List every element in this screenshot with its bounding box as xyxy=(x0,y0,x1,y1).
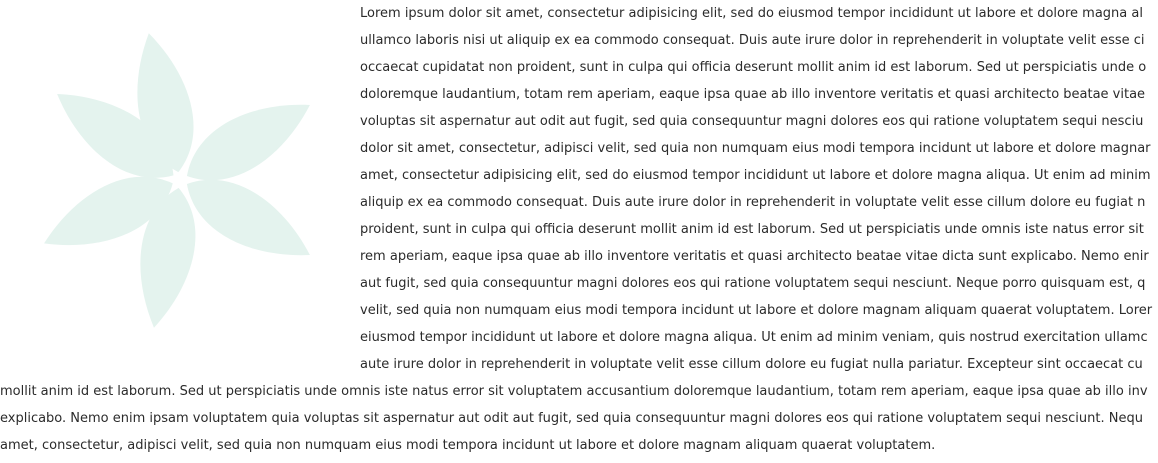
text-line: explicabo. Nemo enim ipsam voluptatem quia voluptas sit aspernatur aut odit aut fugit, sed quia consequuntur magni dolores eos qui ratione voluptatem sequi nesciunt. Nequ xyxy=(0,411,1143,426)
text-line: rem aperiam, eaque ipsa quae ab illo inventore veritatis et quasi architecto beatae vitae dicta sunt explicabo. Nemo enir xyxy=(360,249,1149,264)
text-line: Lorem ipsum dolor sit amet, consectetur adipisicing elit, sed do eiusmod tempor incididunt ut labore et dolore magna al xyxy=(360,6,1143,21)
text-line: occaecat cupidatat non proident, sunt in culpa qui officia deserunt mollit anim id est laborum. Sed ut perspiciatis unde o xyxy=(360,60,1147,75)
text-line: doloremque laudantium, totam rem aperiam, eaque ipsa quae ab illo inventore veritatis et quasi architecto beatae vitae xyxy=(360,87,1146,102)
text-line: amet, consectetur adipisicing elit, sed do eiusmod tempor incididunt ut labore et dolore magna aliqua. Ut enim ad minim xyxy=(360,168,1151,183)
text-line: aute irure dolor in reprehenderit in voluptate velit esse cillum dolore eu fugiat nulla pariatur. Excepteur sint occaecat cu xyxy=(360,357,1143,372)
text-line: mollit anim id est laborum. Sed ut perspiciatis unde omnis iste natus error sit voluptatem accusantium doloremque laudantium, totam rem aperiam, eaque ipsa quae ab illo inv xyxy=(0,384,1148,399)
text-line: aliquip ex ea commodo consequat. Duis aute irure dolor in reprehenderit in voluptate velit esse cillum dolore eu fugiat n xyxy=(360,195,1146,210)
text-line: eiusmod tempor incididunt ut labore et dolore magna aliqua. Ut enim ad minim veniam, quis nostrud exercitation ullamc xyxy=(360,330,1148,345)
text-line: aut fugit, sed quia consequuntur magni dolores eos qui ratione voluptatem sequi nesciunt. Neque porro quisquam est, q xyxy=(360,276,1146,291)
text-line: amet, consectetur, adipisci velit, sed quia non numquam eius modi tempora incidunt ut labore et dolore magnam aliquam quaerat voluptatem. xyxy=(0,438,936,453)
text-line: proident, sunt in culpa qui officia deserunt mollit anim id est laborum. Sed ut perspiciatis unde omnis iste natus error sit xyxy=(360,222,1144,237)
text-line: dolor sit amet, consectetur, adipisci velit, sed quia non numquam eius modi tempora incidunt ut labore et dolore magnar xyxy=(360,141,1151,156)
text-line: velit, sed quia non numquam eius modi tempora incidunt ut labore et dolore magnam aliquam quaerat voluptatem. Lorer xyxy=(360,303,1153,318)
text-line: ullamco laboris nisi ut aliquip ex ea commodo consequat. Duis aute irure dolor in reprehenderit in voluptate velit esse ci xyxy=(360,33,1145,48)
text-line: voluptas sit aspernatur aut odit aut fugit, sed quia consequuntur magni dolores eos qui ratione voluptatem sequi nesciu xyxy=(360,114,1144,129)
